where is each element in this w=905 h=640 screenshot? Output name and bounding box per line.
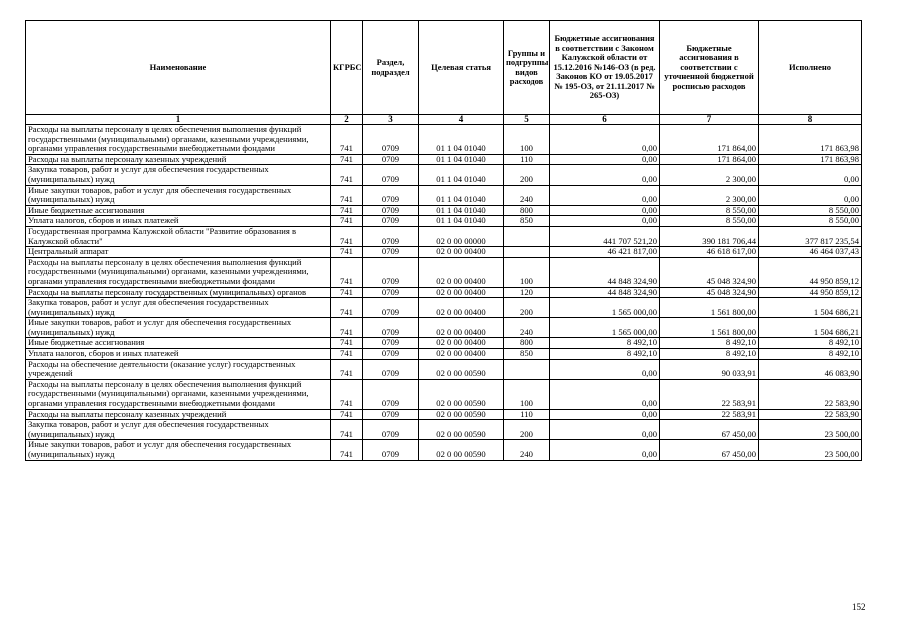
cell-law-amount: 0,00 — [550, 379, 660, 409]
cell-refined-amount: 90 033,91 — [660, 359, 759, 379]
cell-name: Расходы на выплаты персоналу в целях обеспечения выполнения функций государственными (муниципальными) органами, казенными учреждениями, органами управления государственными внебюджетными фондами — [26, 379, 331, 409]
cell-name: Иные закупки товаров, работ и услуг для обеспечения государственных (муниципальных) нужд — [26, 440, 331, 460]
col-header-executed: Исполнено — [759, 21, 862, 115]
cell-target: 02 0 00 00590 — [419, 379, 504, 409]
cell-kgrbs: 741 — [331, 318, 363, 338]
table-row — [26, 257, 862, 287]
cell-name: Уплата налогов, сборов и иных платежей — [26, 216, 331, 227]
col-header-refined: Бюджетные ассигнования в соответствии с уточненной бюджетной росписью расходов — [660, 21, 759, 115]
cell-target: 02 0 00 00000 — [419, 226, 504, 246]
cell-section: 0709 — [363, 247, 419, 258]
cell-section: 0709 — [363, 379, 419, 409]
cell-group: 240 — [504, 318, 550, 338]
cell-group: 850 — [504, 349, 550, 360]
cell-group: 800 — [504, 338, 550, 349]
cell-target: 02 0 00 00400 — [419, 338, 504, 349]
cell-group: 110 — [504, 154, 550, 165]
cell-section: 0709 — [363, 338, 419, 349]
col-header-law: Бюджетные ассигнования в соответствии с Законом Калужской области от 15.12.2016 №146-ОЗ (в ред. Законов КО от 19.05.2017 № 195-ОЗ, от 21.11.2017 № 265-ОЗ) — [550, 21, 660, 115]
cell-kgrbs: 741 — [331, 185, 363, 205]
cell-target: 02 0 00 00590 — [419, 440, 504, 460]
cell-target: 01 1 04 01040 — [419, 125, 504, 155]
cell-law-amount: 0,00 — [550, 125, 660, 155]
cell-section: 0709 — [363, 440, 419, 460]
cell-group — [504, 247, 550, 258]
col-number: 7 — [660, 115, 759, 125]
col-header-name: Наименование — [26, 21, 331, 115]
cell-target: 02 0 00 00590 — [419, 409, 504, 420]
cell-refined-amount: 67 450,00 — [660, 420, 759, 440]
table-row — [26, 420, 862, 440]
cell-name: Иные бюджетные ассигнования — [26, 338, 331, 349]
cell-kgrbs: 741 — [331, 349, 363, 360]
cell-name: Иные закупки товаров, работ и услуг для обеспечения государственных (муниципальных) нужд — [26, 318, 331, 338]
cell-name: Государственная программа Калужской области "Развитие образования в Калужской области" — [26, 226, 331, 246]
cell-group: 200 — [504, 420, 550, 440]
cell-name: Расходы на выплаты персоналу казенных учреждений — [26, 154, 331, 165]
cell-executed-amount: 23 500,00 — [759, 440, 862, 460]
cell-law-amount: 46 421 817,00 — [550, 247, 660, 258]
col-header-section: Раздел, подраздел — [363, 21, 419, 115]
cell-refined-amount: 8 492,10 — [660, 349, 759, 360]
cell-kgrbs: 741 — [331, 409, 363, 420]
col-number: 5 — [504, 115, 550, 125]
cell-executed-amount: 8 492,10 — [759, 349, 862, 360]
cell-refined-amount: 45 048 324,90 — [660, 257, 759, 287]
table-row — [26, 338, 862, 349]
cell-section: 0709 — [363, 409, 419, 420]
column-number-row — [26, 115, 862, 125]
cell-refined-amount: 8 550,00 — [660, 216, 759, 227]
cell-group: 240 — [504, 440, 550, 460]
table-row — [26, 349, 862, 360]
cell-section: 0709 — [363, 205, 419, 216]
col-number: 3 — [363, 115, 419, 125]
cell-group: 800 — [504, 205, 550, 216]
cell-target: 01 1 04 01040 — [419, 154, 504, 165]
cell-section: 0709 — [363, 125, 419, 155]
cell-law-amount: 0,00 — [550, 205, 660, 216]
cell-kgrbs: 741 — [331, 226, 363, 246]
cell-section: 0709 — [363, 185, 419, 205]
cell-name: Закупка товаров, работ и услуг для обеспечения государственных (муниципальных) нужд — [26, 165, 331, 185]
cell-target: 02 0 00 00400 — [419, 318, 504, 338]
cell-executed-amount: 46 464 037,43 — [759, 247, 862, 258]
col-number: 4 — [419, 115, 504, 125]
cell-executed-amount: 23 500,00 — [759, 420, 862, 440]
cell-name: Закупка товаров, работ и услуг для обеспечения государственных (муниципальных) нужд — [26, 420, 331, 440]
table-row — [26, 359, 862, 379]
cell-law-amount: 0,00 — [550, 440, 660, 460]
table-row — [26, 247, 862, 258]
cell-kgrbs: 741 — [331, 247, 363, 258]
cell-refined-amount: 45 048 324,90 — [660, 287, 759, 298]
cell-group: 850 — [504, 216, 550, 227]
table-row — [26, 165, 862, 185]
cell-executed-amount: 46 083,90 — [759, 359, 862, 379]
cell-refined-amount: 1 561 800,00 — [660, 298, 759, 318]
cell-refined-amount: 171 864,00 — [660, 125, 759, 155]
cell-law-amount: 0,00 — [550, 185, 660, 205]
cell-law-amount: 0,00 — [550, 420, 660, 440]
cell-group: 240 — [504, 185, 550, 205]
cell-name: Расходы на выплаты персоналу государственных (муниципальных) органов — [26, 287, 331, 298]
cell-law-amount: 0,00 — [550, 165, 660, 185]
cell-kgrbs: 741 — [331, 298, 363, 318]
cell-executed-amount: 171 863,98 — [759, 154, 862, 165]
cell-executed-amount: 44 950 859,12 — [759, 287, 862, 298]
cell-target: 02 0 00 00590 — [419, 420, 504, 440]
cell-kgrbs: 741 — [331, 338, 363, 349]
cell-refined-amount: 2 300,00 — [660, 165, 759, 185]
cell-name: Иные закупки товаров, работ и услуг для обеспечения государственных (муниципальных) нужд — [26, 185, 331, 205]
cell-executed-amount: 171 863,98 — [759, 125, 862, 155]
cell-executed-amount: 8 492,10 — [759, 338, 862, 349]
table-row — [26, 216, 862, 227]
cell-section: 0709 — [363, 257, 419, 287]
cell-target: 02 0 00 00400 — [419, 298, 504, 318]
cell-name: Иные бюджетные ассигнования — [26, 205, 331, 216]
cell-law-amount: 8 492,10 — [550, 349, 660, 360]
col-number: 6 — [550, 115, 660, 125]
cell-name: Расходы на выплаты персоналу в целях обеспечения выполнения функций государственными (муниципальными) органами, казенными учреждениями, органами управления государственными внебюджетными фондами — [26, 257, 331, 287]
cell-kgrbs: 741 — [331, 359, 363, 379]
cell-executed-amount: 22 583,90 — [759, 409, 862, 420]
cell-group: 200 — [504, 165, 550, 185]
cell-section: 0709 — [363, 165, 419, 185]
budget-table — [25, 20, 862, 461]
table-row — [26, 205, 862, 216]
cell-law-amount: 0,00 — [550, 409, 660, 420]
cell-group — [504, 226, 550, 246]
cell-kgrbs: 741 — [331, 420, 363, 440]
cell-section: 0709 — [363, 287, 419, 298]
cell-target: 01 1 04 01040 — [419, 216, 504, 227]
cell-executed-amount: 1 504 686,21 — [759, 318, 862, 338]
cell-refined-amount: 46 618 617,00 — [660, 247, 759, 258]
cell-refined-amount: 22 583,91 — [660, 379, 759, 409]
cell-group: 200 — [504, 298, 550, 318]
cell-law-amount: 1 565 000,00 — [550, 318, 660, 338]
cell-group: 110 — [504, 409, 550, 420]
table-row — [26, 226, 862, 246]
cell-law-amount: 441 707 521,20 — [550, 226, 660, 246]
cell-section: 0709 — [363, 420, 419, 440]
cell-target: 02 0 00 00400 — [419, 247, 504, 258]
cell-target: 02 0 00 00590 — [419, 359, 504, 379]
cell-kgrbs: 741 — [331, 257, 363, 287]
cell-refined-amount: 2 300,00 — [660, 185, 759, 205]
cell-group: 100 — [504, 125, 550, 155]
cell-executed-amount: 377 817 235,54 — [759, 226, 862, 246]
col-number: 2 — [331, 115, 363, 125]
table-row — [26, 185, 862, 205]
table-row — [26, 125, 862, 155]
cell-executed-amount: 1 504 686,21 — [759, 298, 862, 318]
cell-kgrbs: 741 — [331, 154, 363, 165]
col-header-target: Целевая статья — [419, 21, 504, 115]
cell-kgrbs: 741 — [331, 287, 363, 298]
cell-executed-amount: 0,00 — [759, 165, 862, 185]
cell-group: 100 — [504, 379, 550, 409]
cell-kgrbs: 741 — [331, 440, 363, 460]
table-row — [26, 154, 862, 165]
cell-section: 0709 — [363, 226, 419, 246]
cell-name: Расходы на обеспечение деятельности (оказание услуг) государственных учреждений — [26, 359, 331, 379]
cell-law-amount: 44 848 324,90 — [550, 287, 660, 298]
cell-name: Уплата налогов, сборов и иных платежей — [26, 349, 331, 360]
cell-name: Расходы на выплаты персоналу в целях обеспечения выполнения функций государственными (муниципальными) органами, казенными учреждениями, органами управления государственными внебюджетными фондами — [26, 125, 331, 155]
cell-law-amount: 0,00 — [550, 154, 660, 165]
col-number: 1 — [26, 115, 331, 125]
page-number: 152 — [852, 602, 866, 612]
col-header-group: Группы и подгруппы видов расходов — [504, 21, 550, 115]
table-row — [26, 409, 862, 420]
cell-refined-amount: 390 181 706,44 — [660, 226, 759, 246]
cell-target: 01 1 04 01040 — [419, 185, 504, 205]
cell-kgrbs: 741 — [331, 216, 363, 227]
cell-section: 0709 — [363, 359, 419, 379]
table-row — [26, 298, 862, 318]
cell-kgrbs: 741 — [331, 125, 363, 155]
cell-refined-amount: 8 492,10 — [660, 338, 759, 349]
cell-law-amount: 0,00 — [550, 216, 660, 227]
header-row — [26, 21, 862, 115]
cell-group: 120 — [504, 287, 550, 298]
cell-refined-amount: 171 864,00 — [660, 154, 759, 165]
cell-section: 0709 — [363, 318, 419, 338]
cell-target: 02 0 00 00400 — [419, 287, 504, 298]
cell-executed-amount: 44 950 859,12 — [759, 257, 862, 287]
cell-target: 02 0 00 00400 — [419, 257, 504, 287]
table-row — [26, 287, 862, 298]
cell-kgrbs: 741 — [331, 205, 363, 216]
cell-kgrbs: 741 — [331, 379, 363, 409]
table-row — [26, 440, 862, 460]
cell-name: Закупка товаров, работ и услуг для обеспечения государственных (муниципальных) нужд — [26, 298, 331, 318]
cell-refined-amount: 22 583,91 — [660, 409, 759, 420]
cell-name: Расходы на выплаты персоналу казенных учреждений — [26, 409, 331, 420]
cell-section: 0709 — [363, 298, 419, 318]
cell-law-amount: 8 492,10 — [550, 338, 660, 349]
cell-target: 01 1 04 01040 — [419, 205, 504, 216]
cell-kgrbs: 741 — [331, 165, 363, 185]
col-number: 8 — [759, 115, 862, 125]
cell-section: 0709 — [363, 216, 419, 227]
cell-executed-amount: 8 550,00 — [759, 216, 862, 227]
cell-executed-amount: 8 550,00 — [759, 205, 862, 216]
cell-refined-amount: 8 550,00 — [660, 205, 759, 216]
table-row — [26, 379, 862, 409]
cell-target: 02 0 00 00400 — [419, 349, 504, 360]
cell-law-amount: 44 848 324,90 — [550, 257, 660, 287]
cell-executed-amount: 0,00 — [759, 185, 862, 205]
cell-section: 0709 — [363, 154, 419, 165]
table-row — [26, 318, 862, 338]
cell-group: 100 — [504, 257, 550, 287]
cell-law-amount: 0,00 — [550, 359, 660, 379]
cell-group — [504, 359, 550, 379]
cell-law-amount: 1 565 000,00 — [550, 298, 660, 318]
cell-refined-amount: 67 450,00 — [660, 440, 759, 460]
cell-target: 01 1 04 01040 — [419, 165, 504, 185]
cell-name: Центральный аппарат — [26, 247, 331, 258]
cell-executed-amount: 22 583,90 — [759, 379, 862, 409]
cell-section: 0709 — [363, 349, 419, 360]
cell-refined-amount: 1 561 800,00 — [660, 318, 759, 338]
col-header-kgrbs: КГРБС — [331, 21, 363, 115]
